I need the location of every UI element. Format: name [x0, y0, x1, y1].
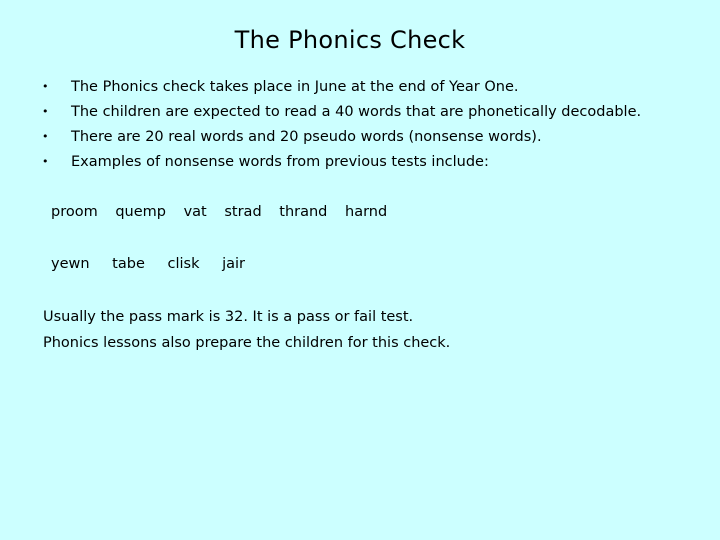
bullet-item — [40, 101, 641, 126]
bullet-text: Examples of nonsense words from previous tests include: — [71, 154, 489, 170]
bullet-item — [40, 76, 641, 101]
nonsense-words-row-1 — [51, 204, 400, 220]
slide-title: The Phonics Check — [234, 26, 466, 54]
bullet-text: There are 20 real words and 20 pseudo words (nonsense words). — [71, 129, 542, 145]
nonsense-word: clisk — [167, 256, 200, 272]
nonsense-word: yewn — [51, 256, 90, 272]
nonsense-words-row-2 — [51, 256, 263, 272]
bullet-list — [40, 76, 641, 176]
nonsense-word: strad — [224, 204, 262, 220]
nonsense-word: proom — [51, 204, 98, 220]
lessons-note: Phonics lessons also prepare the children for this check. — [43, 335, 451, 351]
nonsense-word: tabe — [112, 256, 145, 272]
nonsense-word: harnd — [345, 204, 388, 220]
bullet-item — [40, 126, 641, 151]
pass-mark-note: Usually the pass mark is 32. It is a pass or fail test. — [43, 309, 414, 325]
nonsense-word: thrand — [279, 204, 328, 220]
bullet-icon: • — [42, 130, 49, 143]
bullet-icon: • — [42, 80, 49, 93]
bullet-icon: • — [42, 105, 49, 118]
bullet-text: The Phonics check takes place in June at the end of Year One. — [71, 79, 519, 95]
bullet-text: The children are expected to read a 40 words that are phonetically decodable. — [71, 104, 642, 120]
bullet-icon: • — [42, 155, 49, 168]
nonsense-word: jair — [222, 256, 245, 272]
bullet-item — [40, 151, 641, 176]
nonsense-word: quemp — [115, 204, 166, 220]
nonsense-word: vat — [183, 204, 207, 220]
